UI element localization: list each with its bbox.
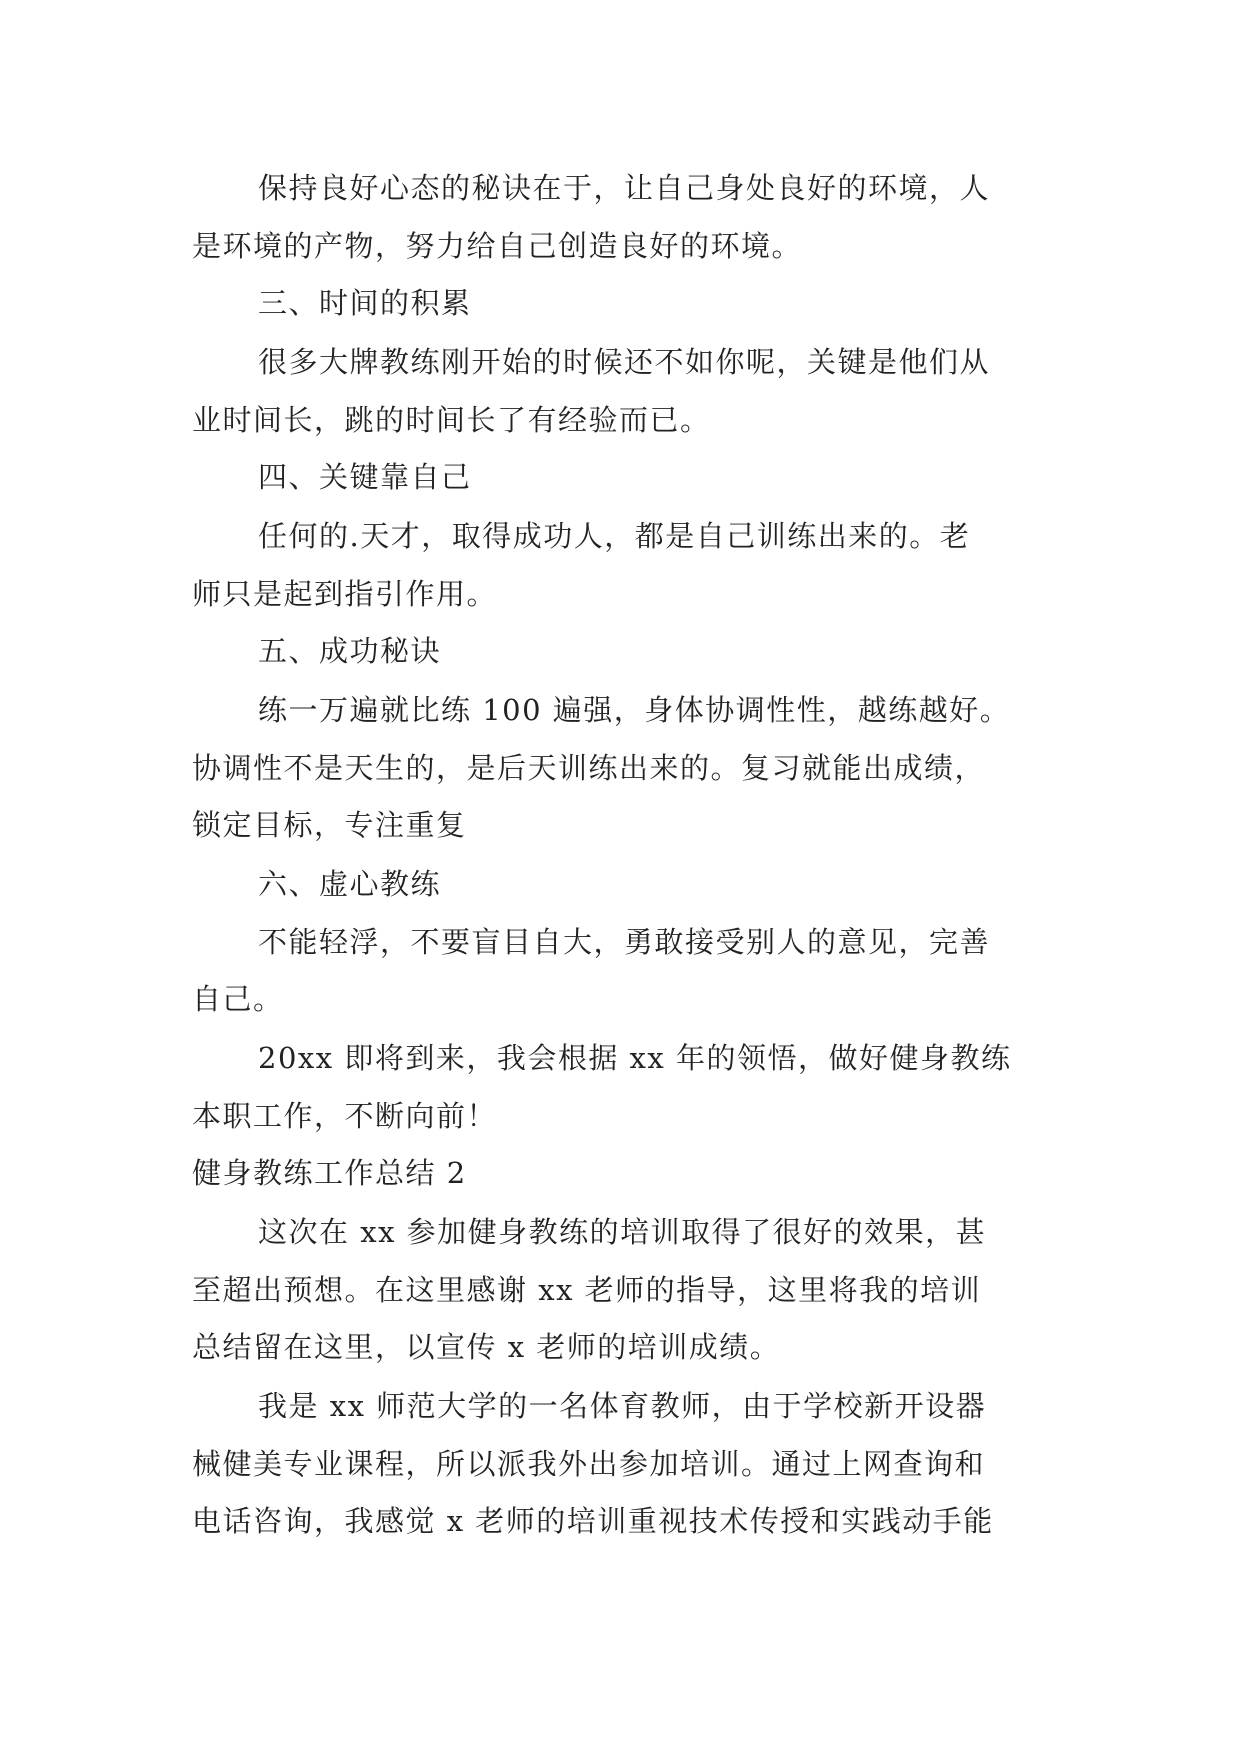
paragraph-line: 保持良好心态的秘诀在于，让自己身处良好的环境，人 bbox=[258, 171, 991, 205]
paragraph-line: 总结留在这里，以宣传 x 老师的培训成绩。 bbox=[192, 1330, 781, 1364]
paragraph-line: 20xx 即将到来，我会根据 xx 年的领悟，做好健身教练 bbox=[258, 1041, 1012, 1075]
paragraph-line: 本职工作，不断向前！ bbox=[192, 1099, 498, 1133]
paragraph-line: 我是 xx 师范大学的一名体育教师，由于学校新开设器 bbox=[258, 1389, 987, 1423]
paragraph-line: 师只是起到指引作用。 bbox=[192, 577, 498, 611]
paragraph-line: 不能轻浮，不要盲目自大，勇敢接受别人的意见，完善 bbox=[258, 925, 991, 959]
section-heading: 五、成功秘诀 bbox=[258, 634, 442, 668]
paragraph-line: 这次在 xx 参加健身教练的培训取得了很好的效果，甚 bbox=[258, 1215, 987, 1249]
paragraph-line: 协调性不是天生的，是后天训练出来的。复习就能出成绩， bbox=[192, 751, 986, 785]
paragraph-line: 自己。 bbox=[192, 982, 284, 1016]
paragraph-line: 是环境的产物，努力给自己创造良好的环境。 bbox=[192, 229, 803, 263]
paragraph-line: 锁定目标，专注重复 bbox=[192, 808, 467, 842]
paragraph-line: 业时间长，跳的时间长了有经验而已。 bbox=[192, 403, 711, 437]
paragraph-line: 至超出预想。在这里感谢 xx 老师的指导，这里将我的培训 bbox=[192, 1273, 982, 1307]
paragraph-line: 练一万遍就比练 100 遍强，身体协调性性，越练越好。 bbox=[258, 693, 1011, 727]
paragraph-line: 电话咨询，我感觉 x 老师的培训重视技术传授和实践动手能 bbox=[192, 1504, 994, 1538]
article-title: 健身教练工作总结 2 bbox=[192, 1156, 467, 1190]
paragraph-line: 任何的.天才，取得成功人，都是自己训练出来的。老 bbox=[258, 519, 971, 553]
section-heading: 六、虚心教练 bbox=[258, 867, 442, 901]
paragraph-line: 很多大牌教练刚开始的时候还不如你呢，关键是他们从 bbox=[258, 345, 991, 379]
section-heading: 三、时间的积累 bbox=[258, 286, 472, 320]
section-heading: 四、关键靠自己 bbox=[258, 460, 472, 494]
paragraph-line: 械健美专业课程，所以派我外出参加培训。通过上网查询和 bbox=[192, 1447, 986, 1481]
